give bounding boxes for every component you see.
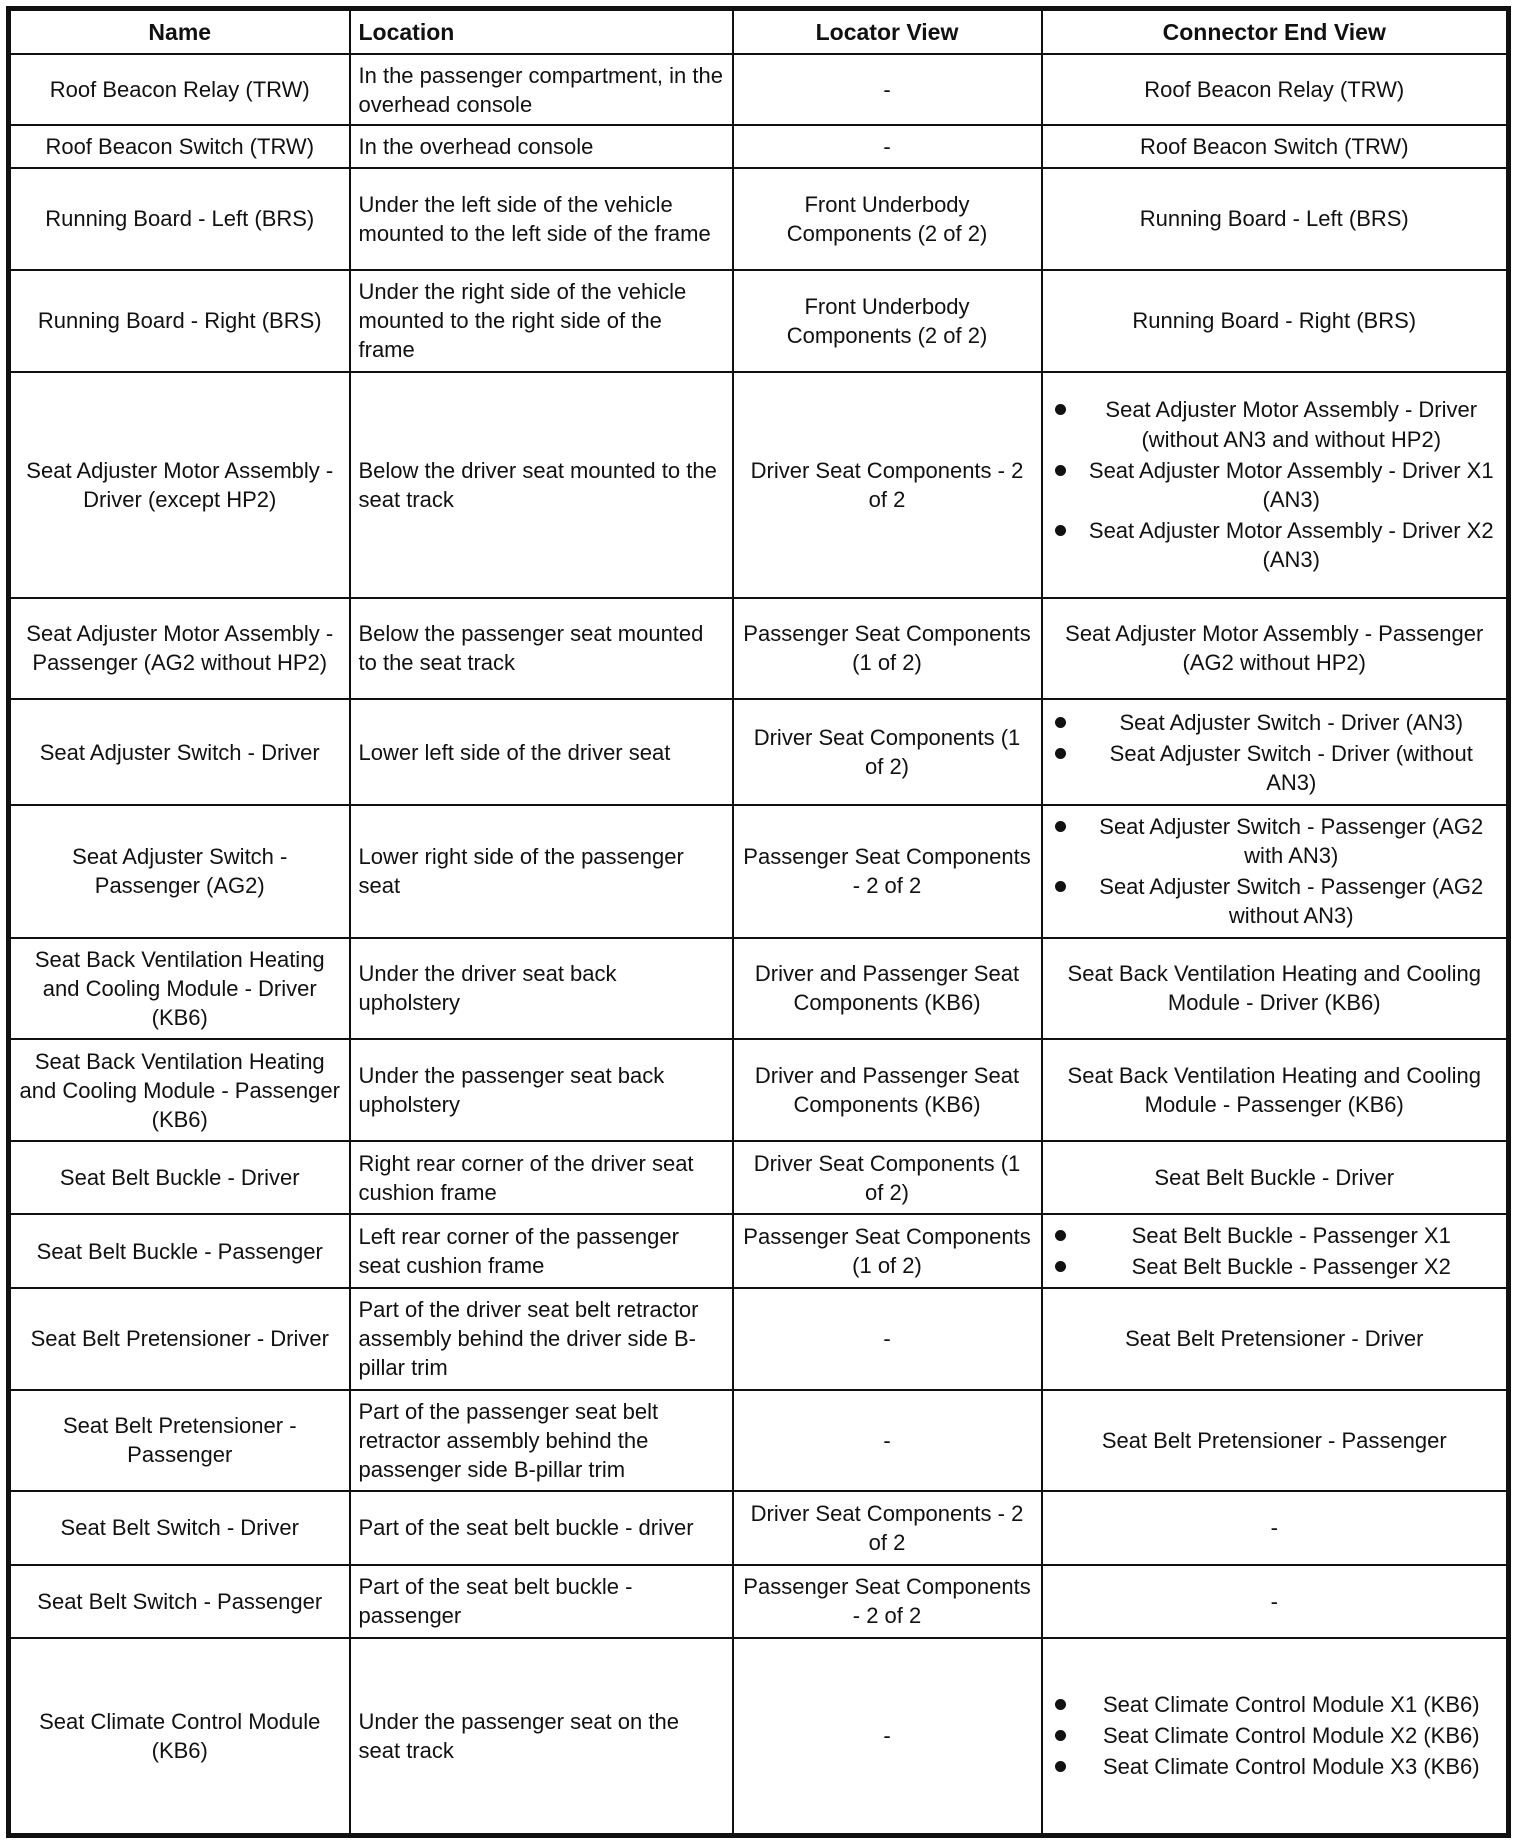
table-row <box>9 1214 1509 1287</box>
connector-list <box>1051 1690 1499 1781</box>
table-row <box>9 805 1509 937</box>
cell-locator-view: Passenger Seat Components - 2 of 2 <box>733 1565 1042 1638</box>
cell-connector-end-view: Running Board - Right (BRS) <box>1042 270 1509 372</box>
connector-list-item: Seat Adjuster Motor Assembly - Driver (without AN3 and without HP2) <box>1085 395 1499 453</box>
cell-location: Under the driver seat back upholstery <box>350 938 733 1040</box>
cell-name: Seat Belt Buckle - Passenger <box>9 1214 350 1287</box>
cell-name: Seat Belt Switch - Driver <box>9 1491 350 1564</box>
cell-connector-end-view: - <box>1042 1491 1509 1564</box>
cell-connector-end-view: Seat Back Ventilation Heating and Cooling Module - Passenger (KB6) <box>1042 1039 1509 1141</box>
table-row <box>9 938 1509 1040</box>
cell-location: Part of the driver seat belt retractor assembly behind the driver side B-pillar trim <box>350 1288 733 1390</box>
table-row <box>9 270 1509 372</box>
table-row <box>9 1638 1509 1836</box>
cell-location: In the passenger compartment, in the overhead console <box>350 54 733 125</box>
cell-name: Seat Adjuster Motor Assembly - Passenger (AG2 without HP2) <box>9 598 350 700</box>
cell-locator-view: - <box>733 125 1042 168</box>
table-row <box>9 1288 1509 1390</box>
connector-list-item: Seat Climate Control Module X3 (KB6) <box>1085 1752 1499 1781</box>
table-row <box>9 1565 1509 1638</box>
cell-name: Seat Climate Control Module (KB6) <box>9 1638 350 1836</box>
table-row <box>9 372 1509 598</box>
connector-list-item: Seat Climate Control Module X2 (KB6) <box>1085 1721 1499 1750</box>
cell-locator-view: - <box>733 1638 1042 1836</box>
table-row <box>9 168 1509 270</box>
table-row <box>9 598 1509 700</box>
connector-list-item: Seat Adjuster Motor Assembly - Driver X2 (AN3) <box>1085 516 1499 574</box>
cell-connector-end-view: Roof Beacon Switch (TRW) <box>1042 125 1509 168</box>
cell-location: Part of the seat belt buckle - driver <box>350 1491 733 1564</box>
cell-connector-end-view <box>1042 805 1509 937</box>
table-row <box>9 125 1509 168</box>
cell-location: Under the passenger seat back upholstery <box>350 1039 733 1141</box>
cell-location: Under the right side of the vehicle mounted to the right side of the frame <box>350 270 733 372</box>
connector-list-item: Seat Adjuster Motor Assembly - Driver X1 (AN3) <box>1085 456 1499 514</box>
cell-location: Part of the seat belt buckle - passenger <box>350 1565 733 1638</box>
cell-name: Seat Adjuster Motor Assembly - Driver (except HP2) <box>9 372 350 598</box>
table-row <box>9 54 1509 125</box>
document-page <box>6 6 1506 1838</box>
cell-name: Seat Belt Buckle - Driver <box>9 1141 350 1214</box>
cell-name: Seat Adjuster Switch - Driver <box>9 699 350 805</box>
cell-name: Seat Adjuster Switch - Passenger (AG2) <box>9 805 350 937</box>
cell-name: Seat Belt Pretensioner - Driver <box>9 1288 350 1390</box>
header-name: Name <box>9 9 350 55</box>
cell-location: Below the passenger seat mounted to the seat track <box>350 598 733 700</box>
cell-connector-end-view <box>1042 699 1509 805</box>
header-location: Location <box>350 9 733 55</box>
cell-locator-view: Passenger Seat Components - 2 of 2 <box>733 805 1042 937</box>
table-body <box>9 54 1509 1836</box>
cell-connector-end-view: Seat Back Ventilation Heating and Cooling Module - Driver (KB6) <box>1042 938 1509 1040</box>
cell-location: Lower right side of the passenger seat <box>350 805 733 937</box>
connector-list-item: Seat Belt Buckle - Passenger X1 <box>1085 1221 1499 1250</box>
cell-locator-view: Driver Seat Components (1 of 2) <box>733 699 1042 805</box>
connector-list-item: Seat Adjuster Switch - Driver (AN3) <box>1085 708 1499 737</box>
table-row <box>9 1141 1509 1214</box>
connector-list <box>1051 395 1499 573</box>
cell-locator-view: - <box>733 54 1042 125</box>
cell-locator-view: Front Underbody Components (2 of 2) <box>733 270 1042 372</box>
cell-connector-end-view: Seat Belt Pretensioner - Passenger <box>1042 1390 1509 1492</box>
cell-location: Left rear corner of the passenger seat cushion frame <box>350 1214 733 1287</box>
cell-connector-end-view: Roof Beacon Relay (TRW) <box>1042 54 1509 125</box>
cell-locator-view: Driver Seat Components - 2 of 2 <box>733 372 1042 598</box>
cell-location: In the overhead console <box>350 125 733 168</box>
cell-locator-view: Driver Seat Components (1 of 2) <box>733 1141 1042 1214</box>
cell-name: Seat Belt Pretensioner - Passenger <box>9 1390 350 1492</box>
cell-connector-end-view: Seat Belt Pretensioner - Driver <box>1042 1288 1509 1390</box>
cell-connector-end-view <box>1042 372 1509 598</box>
connector-list <box>1051 812 1499 930</box>
header-row <box>9 9 1509 55</box>
connector-list-item: Seat Climate Control Module X1 (KB6) <box>1085 1690 1499 1719</box>
connector-list-item: Seat Adjuster Switch - Passenger (AG2 without AN3) <box>1085 872 1499 930</box>
cell-name: Running Board - Left (BRS) <box>9 168 350 270</box>
cell-locator-view: Driver and Passenger Seat Components (KB6) <box>733 1039 1042 1141</box>
cell-connector-end-view: Running Board - Left (BRS) <box>1042 168 1509 270</box>
table-row <box>9 1390 1509 1492</box>
cell-locator-view: Driver and Passenger Seat Components (KB6) <box>733 938 1042 1040</box>
cell-locator-view: - <box>733 1288 1042 1390</box>
connector-table <box>6 6 1511 1838</box>
cell-locator-view: Passenger Seat Components (1 of 2) <box>733 1214 1042 1287</box>
cell-connector-end-view: - <box>1042 1565 1509 1638</box>
cell-location: Part of the passenger seat belt retractor assembly behind the passenger side B-pillar trim <box>350 1390 733 1492</box>
cell-locator-view: Passenger Seat Components (1 of 2) <box>733 598 1042 700</box>
cell-connector-end-view <box>1042 1638 1509 1836</box>
cell-name: Roof Beacon Relay (TRW) <box>9 54 350 125</box>
cell-connector-end-view <box>1042 1214 1509 1287</box>
cell-name: Roof Beacon Switch (TRW) <box>9 125 350 168</box>
connector-list <box>1051 708 1499 797</box>
connector-list <box>1051 1221 1499 1281</box>
cell-name: Seat Back Ventilation Heating and Cooling Module - Passenger (KB6) <box>9 1039 350 1141</box>
table-row <box>9 1039 1509 1141</box>
table-row <box>9 1491 1509 1564</box>
cell-name: Seat Back Ventilation Heating and Cooling Module - Driver (KB6) <box>9 938 350 1040</box>
header-locator-view: Locator View <box>733 9 1042 55</box>
cell-location: Under the left side of the vehicle mounted to the left side of the frame <box>350 168 733 270</box>
cell-connector-end-view: Seat Adjuster Motor Assembly - Passenger (AG2 without HP2) <box>1042 598 1509 700</box>
table-row <box>9 699 1509 805</box>
cell-location: Below the driver seat mounted to the seat track <box>350 372 733 598</box>
cell-name: Running Board - Right (BRS) <box>9 270 350 372</box>
cell-location: Lower left side of the driver seat <box>350 699 733 805</box>
connector-list-item: Seat Adjuster Switch - Passenger (AG2 with AN3) <box>1085 812 1499 870</box>
cell-locator-view: Front Underbody Components (2 of 2) <box>733 168 1042 270</box>
connector-list-item: Seat Adjuster Switch - Driver (without AN3) <box>1085 739 1499 797</box>
connector-list-item: Seat Belt Buckle - Passenger X2 <box>1085 1252 1499 1281</box>
cell-locator-view: - <box>733 1390 1042 1492</box>
cell-name: Seat Belt Switch - Passenger <box>9 1565 350 1638</box>
cell-location: Under the passenger seat on the seat track <box>350 1638 733 1836</box>
cell-locator-view: Driver Seat Components - 2 of 2 <box>733 1491 1042 1564</box>
header-connector-end-view: Connector End View <box>1042 9 1509 55</box>
cell-connector-end-view: Seat Belt Buckle - Driver <box>1042 1141 1509 1214</box>
cell-location: Right rear corner of the driver seat cushion frame <box>350 1141 733 1214</box>
